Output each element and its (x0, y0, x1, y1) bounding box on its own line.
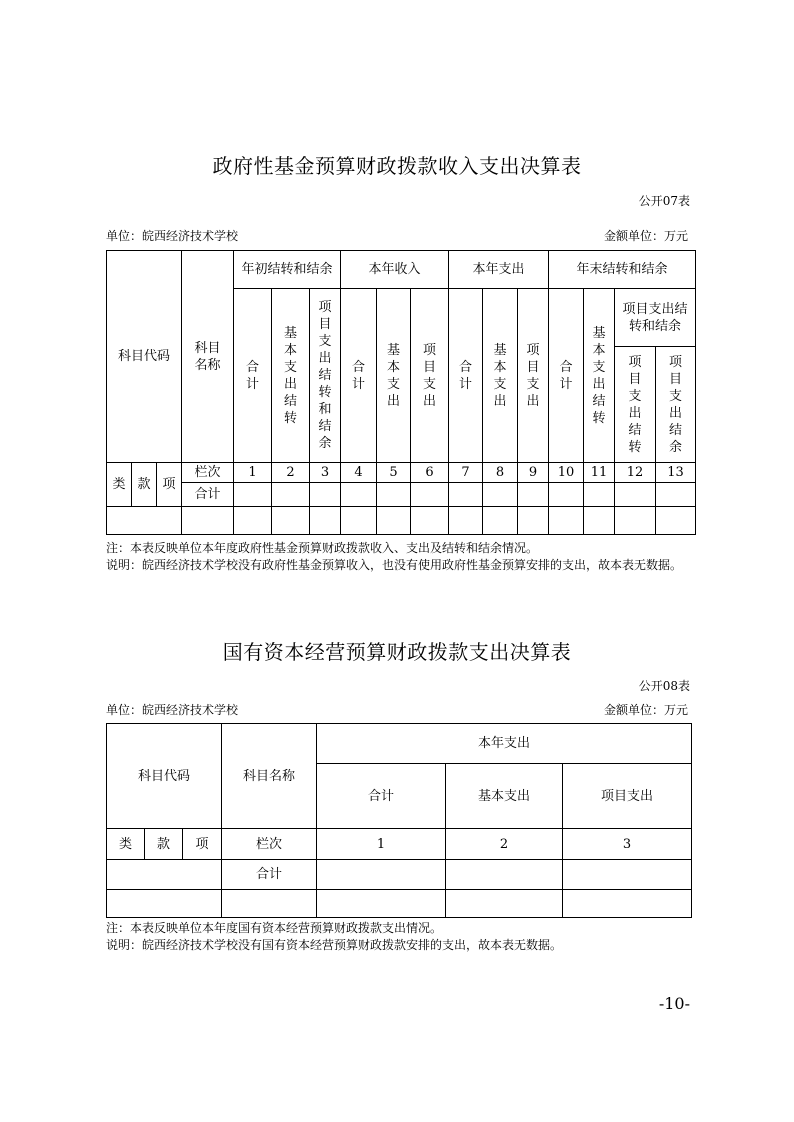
table1-title: 政府性基金预算财政拨款收入支出决算表 (212, 154, 582, 178)
t2-row-label-kuan: 款 (145, 829, 183, 860)
col-number: 12 (615, 463, 656, 483)
row-label-lei: 类 (107, 463, 132, 507)
col-number: 10 (549, 463, 584, 483)
t2-subject-code-header: 科目代码 (107, 724, 222, 829)
col-number: 7 (449, 463, 483, 483)
table1-unit-label: 单位：皖西经济技术学校 (106, 229, 239, 243)
end-project-surplus-header: 项目支出结余 (656, 347, 696, 463)
col-number: 9 (518, 463, 549, 483)
t2-basic-header: 基本支出 (446, 764, 563, 829)
expense-project-header: 项目支出 (518, 289, 549, 463)
t2-col-number: 3 (563, 829, 692, 860)
begin-total-header: 合计 (234, 289, 272, 463)
table1 (106, 250, 696, 535)
table2-unit-label: 单位：皖西经济技术学校 (106, 703, 239, 717)
table1-explain: 说明：皖西经济技术学校没有政府性基金预算收入，也没有使用政府性基金预算安排的支出，故本表无数据。 (106, 558, 683, 572)
table-row (107, 860, 692, 890)
table2-title: 国有资本经营预算财政拨款支出决算表 (222, 640, 572, 664)
table-row (107, 507, 696, 535)
begin-project-header: 项目支出结转和结余 (310, 289, 341, 463)
t2-subject-name-header: 科目名称 (222, 724, 317, 829)
end-total-header: 合计 (549, 289, 584, 463)
income-total-header: 合计 (341, 289, 377, 463)
t2-col-number: 2 (446, 829, 563, 860)
col-number: 11 (584, 463, 615, 483)
t2-row-label-xiang: 项 (183, 829, 222, 860)
expense-basic-header: 基本支出 (483, 289, 518, 463)
begin-basic-header: 基本支出结转 (272, 289, 310, 463)
t2-row-label-heji: 合计 (222, 860, 317, 890)
end-basic-header: 基本支出结转 (584, 289, 615, 463)
t2-expense-header: 本年支出 (317, 724, 692, 764)
expense-total-header: 合计 (449, 289, 483, 463)
col-number: 4 (341, 463, 377, 483)
expense-header: 本年支出 (449, 251, 549, 289)
table2-form-number: 公开08表 (638, 679, 690, 693)
col-number: 13 (656, 463, 696, 483)
table-row (107, 483, 696, 507)
table-row (107, 890, 692, 918)
col-number: 5 (377, 463, 411, 483)
income-basic-header: 基本支出 (377, 289, 411, 463)
income-header: 本年收入 (341, 251, 449, 289)
table1-form-number: 公开07表 (638, 194, 690, 208)
t2-row-label-lanci: 栏次 (222, 829, 317, 860)
row-label-heji: 合计 (182, 483, 234, 507)
end-project-header: 项目支出结转和结余 (615, 289, 696, 347)
row-label-xiang: 项 (157, 463, 182, 507)
subject-name-header: 科目名称 (182, 251, 234, 463)
table2-amount-unit: 金额单位：万元 (603, 703, 688, 717)
table1-amount-unit: 金额单位：万元 (603, 229, 688, 243)
end-project-carry-header: 项目支出结转 (615, 347, 656, 463)
table2-explain: 说明：皖西经济技术学校没有国有资本经营预算财政拨款安排的支出，故本表无数据。 (106, 938, 563, 952)
col-number: 1 (234, 463, 272, 483)
col-number: 2 (272, 463, 310, 483)
row-label-lanci: 栏次 (182, 463, 234, 483)
income-project-header: 项目支出 (411, 289, 449, 463)
table1-note: 注：本表反映单位本年度政府性基金预算财政拨款收入、支出及结转和结余情况。 (106, 541, 539, 555)
table2 (106, 723, 692, 918)
page-number: -10- (658, 994, 690, 1013)
t2-col-number: 1 (317, 829, 446, 860)
end-balance-header: 年末结转和结余 (549, 251, 696, 289)
table2-note: 注：本表反映单位本年度国有资本经营预算财政拨款支出情况。 (106, 921, 443, 935)
col-number: 8 (483, 463, 518, 483)
t2-total-header: 合计 (317, 764, 446, 829)
col-number: 3 (310, 463, 341, 483)
row-label-kuan: 款 (132, 463, 157, 507)
begin-balance-header: 年初结转和结余 (234, 251, 341, 289)
t2-project-header: 项目支出 (563, 764, 692, 829)
t2-row-label-lei: 类 (107, 829, 145, 860)
col-number: 6 (411, 463, 449, 483)
subject-code-header: 科目代码 (107, 251, 182, 463)
